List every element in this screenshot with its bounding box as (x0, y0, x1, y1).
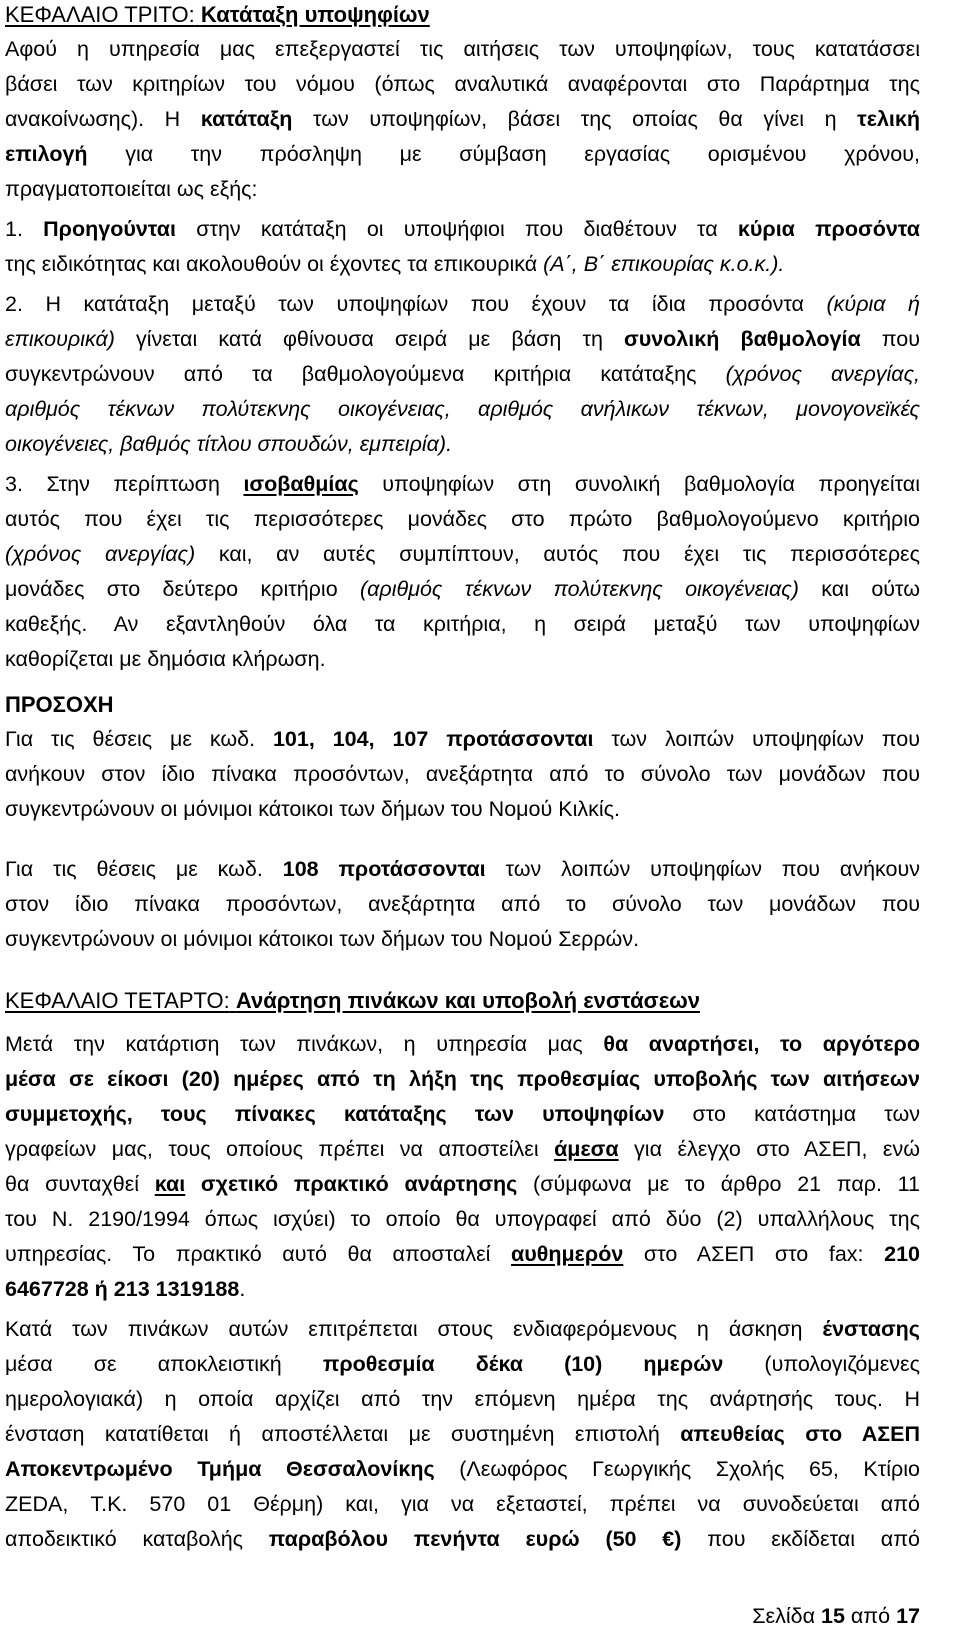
ch3-item-2-line-3: συγκεντρώνουν από τα βαθμολογούμενα κριτήρια κατάταξης (χρόνος ανεργίας, (5, 362, 921, 386)
ch4-para-2-line-2: μέσα σε αποκλειστική προθεσμία δέκα (10) ημερών (υπολογιζόμενες (5, 1352, 920, 1376)
ch3-intro-line-1: Αφού η υπηρεσία μας επεξεργαστεί τις αιτήσεις των υποψηφίων, τους κατατάσσει (5, 37, 920, 61)
ch4-para-1-line-4: γραφείων μας, τους οποίους πρέπει να αποστείλει άμεσα για έλεγχο στο ΑΣΕΠ, ενώ (5, 1137, 920, 1161)
ch3-item-3-line-6: καθορίζεται με δημόσια κλήρωση. (5, 647, 326, 671)
attention-note-1-line-2: ανήκουν στον ίδιο πίνακα προσόντων, ανεξάρτητα από το σύνολο των μονάδων που (5, 762, 920, 786)
attention-note-1-line-3: συγκεντρώνουν οι μόνιμοι κάτοικοι των δήμων του Νομού Κιλκίς. (5, 797, 620, 821)
ch4-para-1-line-2: μέσα σε είκοσι (20) ημέρες από τη λήξη της προθεσμίας υποβολής των αιτήσεων (5, 1067, 920, 1091)
ch4-para-1-line-6: του Ν. 2190/1994 όπως ισχύει) το οποίο θα υπογραφεί από δύο (2) υπαλλήλους της (5, 1207, 920, 1231)
chapter-3-title: Κατάταξη υποψηφίων (200, 2, 430, 27)
ch3-item-2-line-5: οικογένειες, βαθμός τίτλου σπουδών, εμπειρία). (5, 432, 453, 456)
ch3-intro-line-2: βάσει των κριτηρίων του νόμου (όπως αναλυτικά αναφέρονται στο Παράρτημα της (5, 72, 920, 96)
ch4-para-2-line-7: αποδεικτικό καταβολής παραβόλου πενήντα ευρώ (50 €) που εκδίδεται από (5, 1527, 920, 1551)
of-word: από (844, 1604, 897, 1628)
ch3-intro-line-3: ανακοίνωσης). Η κατάταξη των υποψηφίων, βάσει της οποίας θα γίνει η τελική (5, 107, 921, 131)
ch3-item-3-line-1: 3. Στην περίπτωση ισοβαθμίας υποψηφίων στη συνολική βαθμολογία προηγείται (5, 472, 920, 496)
attention-note-2-line-1: Για τις θέσεις με κωδ. 108 προτάσσονται των λοιπών υποψηφίων που ανήκουν (5, 857, 920, 881)
attention-heading: ΠΡΟΣΟΧΗ (5, 692, 114, 717)
ch3-item-3-line-5: καθεξής. Αν εξαντληθούν όλα τα κριτήρια, η σειρά μεταξύ των υποψηφίων (5, 612, 920, 636)
ch3-item-1-line-2: της ειδικότητας και ακολουθούν οι έχοντες τα επικουρικά (Α΄, Β΄ επικουρίας κ.ο.κ.). (5, 252, 785, 276)
ch3-item-2-line-2: επικουρικά) γίνεται κατά φθίνουσα σειρά με βάση τη συνολική βαθμολογία που (5, 327, 921, 351)
page-number (752, 1598, 920, 1634)
chapter-3-label: ΚΕΦΑΛΑΙΟ ΤΡΙΤΟ: (5, 2, 195, 27)
attention-note-2-line-3: συγκεντρώνουν οι μόνιμοι κάτοικοι των δήμων του Νομού Σερρών. (5, 927, 640, 951)
ch4-para-2-line-1: Κατά των πινάκων αυτών επιτρέπεται στους ενδιαφερόμενους η άσκηση ένστασης (5, 1317, 920, 1341)
page-word: Σελίδα (752, 1604, 821, 1628)
chapter-4-title: Ανάρτηση πινάκων και υποβολή ενστάσεων (235, 988, 700, 1013)
attention-note-2-line-2: στον ίδιο πίνακα προσόντων, ανεξάρτητα από το σύνολο των μονάδων που (5, 892, 920, 916)
total-pages: 17 (896, 1604, 920, 1628)
ch3-intro-line-5: πραγματοποιείται ως εξής: (5, 177, 258, 201)
ch3-item-1-line-1: 1. Προηγούνται στην κατάταξη οι υποψήφιοι που διαθέτουν τα κύρια προσόντα (5, 217, 921, 241)
ch4-para-2-line-5: Αποκεντρωμένο Τμήμα Θεσσαλονίκης (Λεωφόρος Γεωργικής Σχολής 65, Κτίριο (5, 1457, 920, 1481)
current-page: 15 (820, 1604, 845, 1628)
ch4-para-1-line-8: 6467728 ή 213 1319188. (5, 1277, 246, 1301)
ch4-para-2-line-4: ένσταση κατατίθεται ή αποστέλλεται με συστημένη επιστολή απευθείας στο ΑΣΕΠ (5, 1422, 921, 1446)
ch4-para-1-line-7: υπηρεσίας. Το πρακτικό αυτό θα αποσταλεί αυθημερόν στο ΑΣΕΠ στο fax: 210 (5, 1242, 920, 1266)
ch3-item-2-line-1: 2. Η κατάταξη μεταξύ των υποψηφίων που έχουν τα ίδια προσόντα (κύρια ή (5, 292, 920, 316)
ch4-para-1-line-3: συμμετοχής, τους πίνακες κατάταξης των υποψηφίων στο κατάστημα των (5, 1102, 920, 1126)
ch3-item-3-line-2: αυτός που έχει τις περισσότερες μονάδες στο πρώτο βαθμολογούμενο κριτήριο (5, 507, 920, 531)
ch4-para-2-line-6: ZEDA, Τ.Κ. 570 01 Θέρμη) και, για να εξεταστεί, πρέπει να συνοδεύεται από (5, 1492, 920, 1516)
chapter-4-heading (5, 985, 700, 1017)
attention-note-1-line-1: Για τις θέσεις με κωδ. 101, 104, 107 προτάσσονται των λοιπών υποψηφίων που (5, 727, 921, 751)
ch3-item-3-line-3: (χρόνος ανεργίας) και, αν αυτές συμπίπτουν, αυτός που έχει τις περισσότερες (5, 542, 921, 566)
chapter-3-heading (5, 0, 430, 31)
ch4-para-1-line-5: θα συνταχθεί και σχετικό πρακτικό ανάρτησης (σύμφωνα με το άρθρο 21 παρ. 11 (5, 1172, 920, 1196)
ch3-intro-line-4: επιλογή για την πρόσληψη με σύμβαση εργασίας ορισμένου χρόνου, (5, 142, 920, 166)
chapter-4-label: ΚΕΦΑΛΑΙΟ ΤΕΤΑΡΤΟ: (5, 988, 230, 1013)
ch4-para-2-line-3: ημερολογιακά) η οποία αρχίζει από την επόμενη ημέρα της ανάρτησής τους. Η (5, 1387, 920, 1411)
ch4-para-1-line-1: Μετά την κατάρτιση των πινάκων, η υπηρεσία μας θα αναρτήσει, το αργότερο (5, 1032, 920, 1056)
ch3-item-3-line-4: μονάδες στο δεύτερο κριτήριο (αριθμός τέκνων πολύτεκνης οικογένειας) και ούτω (5, 577, 921, 601)
ch3-item-2-line-4: αριθμός τέκνων πολύτεκνης οικογένειας, αριθμός ανήλικων τέκνων, μονογονεϊκές (5, 397, 920, 421)
